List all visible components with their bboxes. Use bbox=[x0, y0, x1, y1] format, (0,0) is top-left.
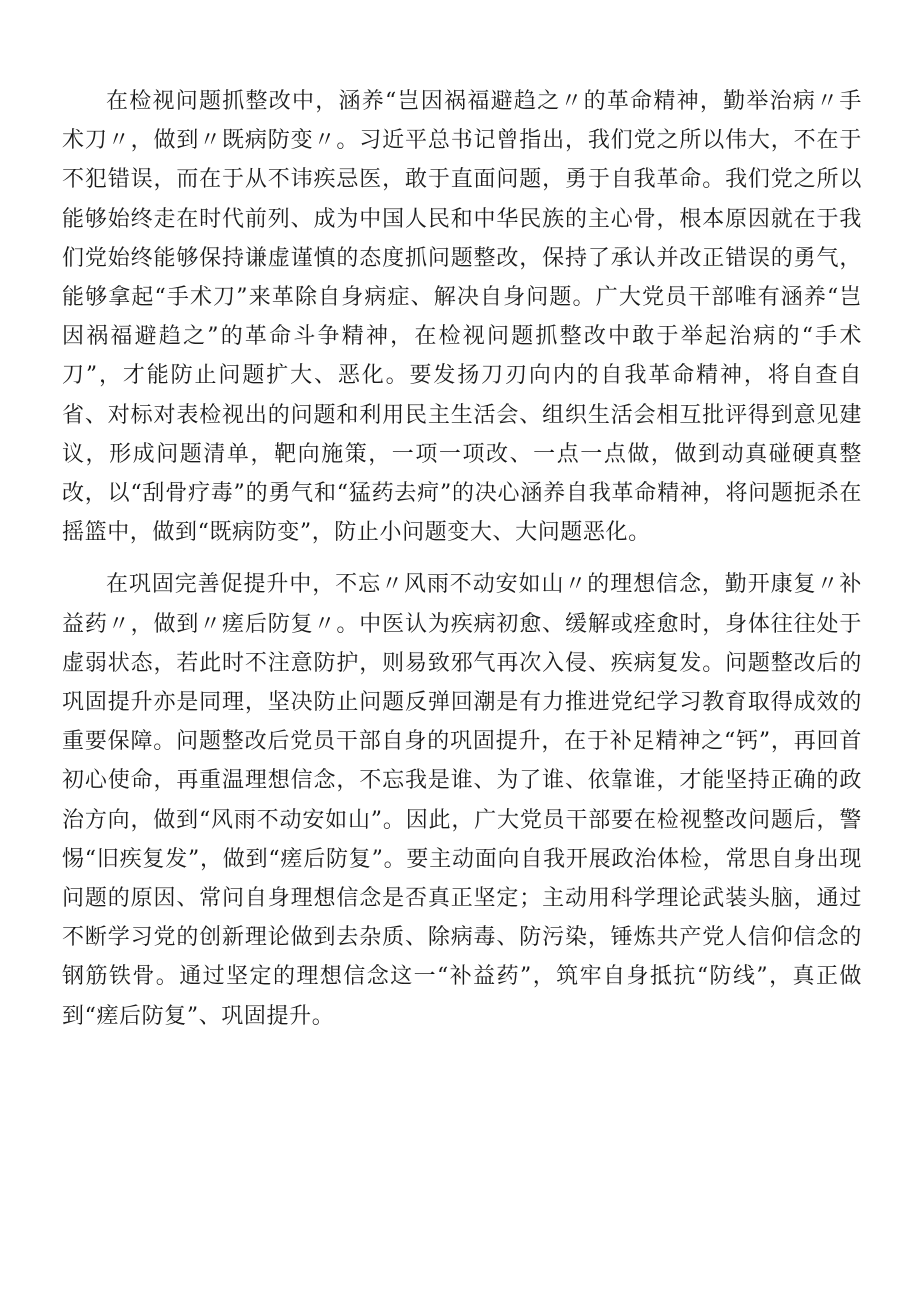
document-page bbox=[62, 82, 862, 1036]
body-paragraph-1: 在检视问题抓整改中，涵养“岂因祸福避趋之〃的革命精神，勤举治病〃手术刀〃，做到〃既病防变〃。习近平总书记曾指出，我们党之所以伟大，不在于不犯错误，而在于从不讳疾忌医，敢于直面问题，勇于自我革命。我们党之所以能够始终走在时代前列、成为中国人民和中华民族的主心骨，根本原因就在于我们党始终能够保持谦虚谨慎的态度抓问题整改，保持了承认并改正错误的勇气，能够拿起“手术刀”来革除自身病症、解决自身问题。广大党员干部唯有涵养“岂因祸福避趋之”的革命斗争精神，在检视问题抓整改中敢于举起治病的“手术刀”，才能防止问题扩大、恶化。要发扬刀刃向内的自我革命精神，将自查自省、对标对表检视出的问题和利用民主生活会、组织生活会相互批评得到意见建议，形成问题清单，靶向施策，一项一项改、一点一点做，做到动真碰硬真整改，以“刮骨疗毒”的勇气和“猛药去疴”的决心涵养自我革命精神，将问题扼杀在摇篮中，做到“既病防变”，防止小问题变大、大问题恶化。 bbox=[62, 89, 862, 546]
body-paragraph-2: 在巩固完善促提升中，不忘〃风雨不动安如山〃的理想信念，勤开康复〃补益药〃，做到〃瘥后防复〃。中医认为疾病初愈、缓解或痊愈时，身体往往处于虚弱状态，若此时不注意防护，则易致邪气再次入侵、疾病复发。问题整改后的巩固提升亦是同理，坚决防止问题反弹回潮是有力推进党纪学习教育取得成效的重要保障。问题整改后党员干部自身的巩固提升，在于补足精神之“钙”，再回首初心使命，再重温理想信念，不忘我是谁、为了谁、依靠谁，才能坚持正确的政治方向，做到“风雨不动安如山”。因此，广大党员干部要在检视整改问题后，警惕“旧疾复发”，做到“瘥后防复”。要主动面向自我开展政治体检，常思自身出现问题的原因、常问自身理想信念是否真正坚定；主动用科学理论武装头脑，通过不断学习党的创新理论做到去杂质、除病毒、防污染，锤炼共产党人信仰信念的钢筋铁骨。通过坚定的理想信念这一“补益药”，筑牢自身抵抗“防线”，真正做到“瘥后防复”、巩固提升。 bbox=[62, 572, 862, 1029]
